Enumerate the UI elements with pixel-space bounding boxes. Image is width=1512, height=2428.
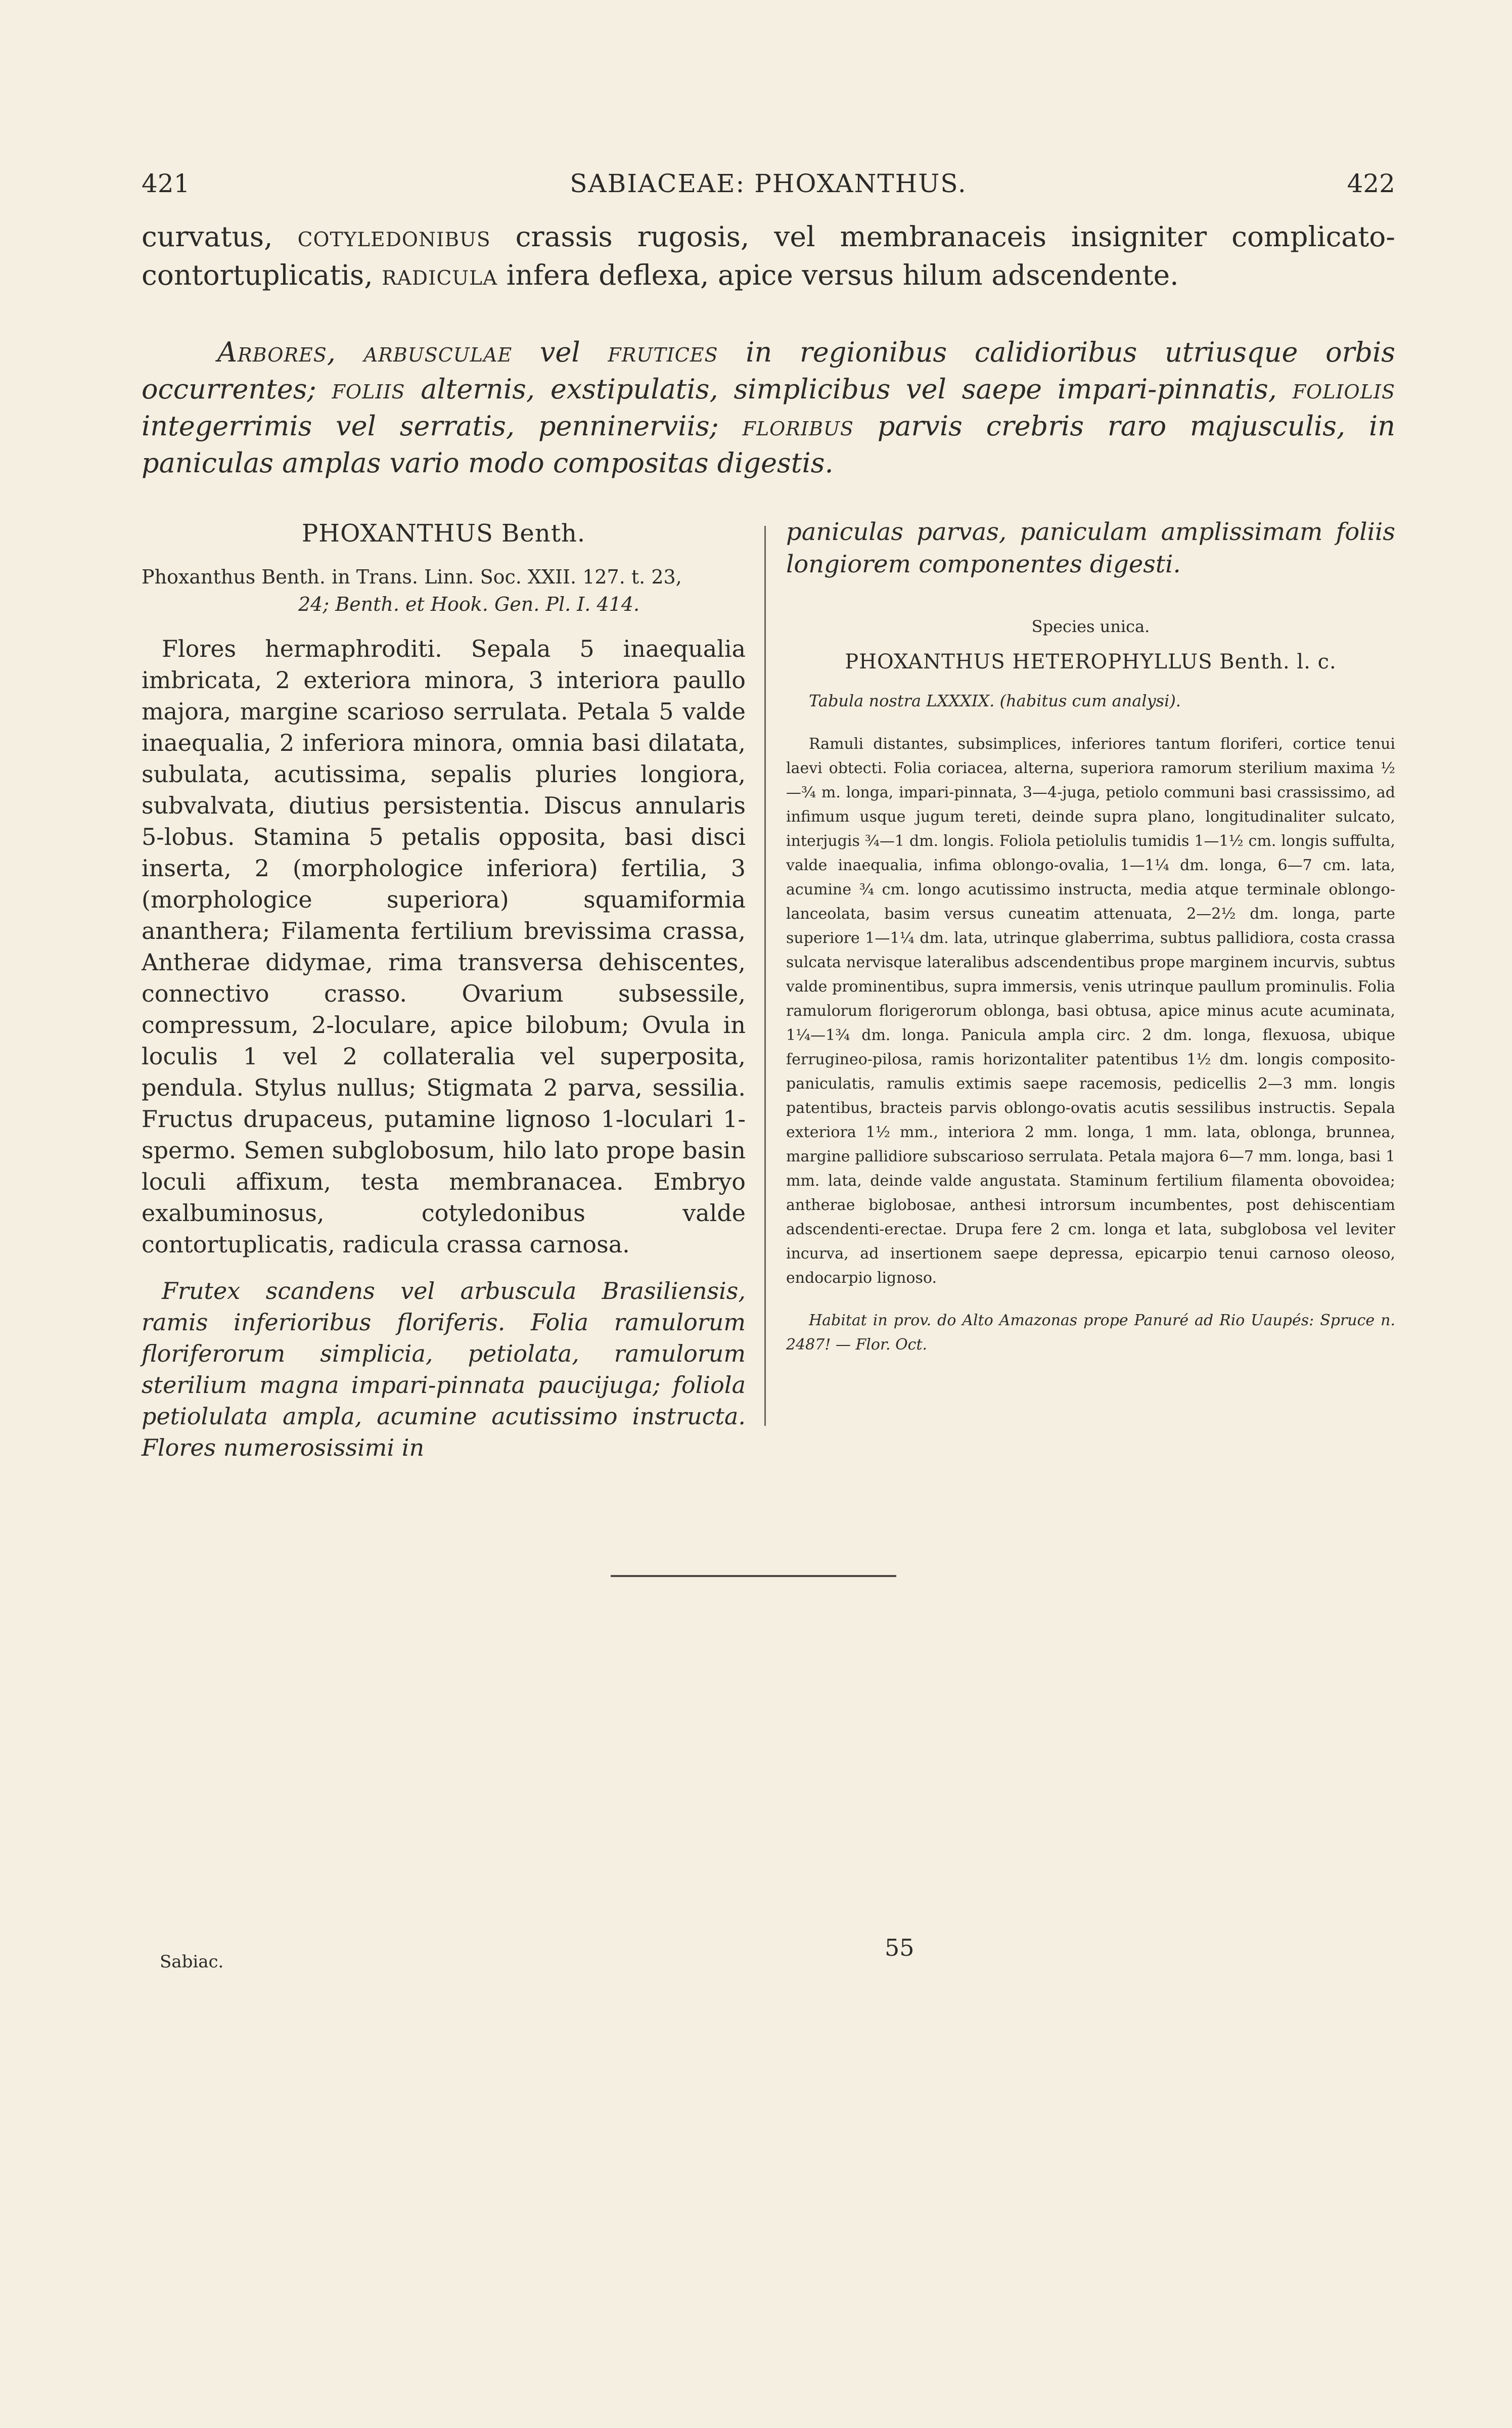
desc-arbusculae: arbusculae: [363, 336, 513, 368]
genus-characters: Flores hermaphroditi. Sepala 5 inaequalia imbricata, 2 exteriora minora, 3 interiora paullo majora, margine scarioso serrulata. Petala 5 valde inaequalia, 2 inferiora minora, omnia basi dilatata, subulata, acutissima, sepalis pluries longiora, subvalvata, diutius persistentia. Discus annularis 5-lobus. Stamina 5 petalis opposita, basi disci inserta, 2 (morphologice inferiora) fertilia, 3 (morphologice superiora) squamiformia ananthera; Filamenta fertilium brevissima crassa, Antherae didymae, rima transversa dehiscentes, connectivo crasso. Ovarium subsessile, compressum, 2-loculare, apice bilobum; Ovula in loculis 1 vel 2 collateralia vel superposita, pendula. Stylus nullus; Stigmata 2 parva, sessilia. Fructus drupaceus, putamine lignoso 1-loculari 1-spermo. Semen subglobosum, hilo lato prope basin loculi affixum, testa membranacea. Embryo exalbuminosus, cotyledonibus valde contortuplicatis, radicula crassa carnosa.: [142, 635, 746, 1258]
species-count-note: Species unica.: [1031, 617, 1150, 636]
habit-continuation: paniculas parvas, paniculam amplissimam foliis longiorem componentes digesti.: [786, 518, 1395, 578]
species-heading: PHOXANTHUS HETEROPHYLLUS Benth. l. c.: [845, 650, 1337, 673]
page-number-left: 421: [142, 169, 190, 198]
intro-text-1: crassis rugosis, vel membranaceis insigniter complicato-contortuplicatis,: [142, 220, 1395, 291]
species-description: Ramuli distantes, subsimplices, inferiores tantum floriferi, cortice tenui laevi obtecti. Folia coriacea, alterna, superiora ramorum sterilium maxima ½—¾ m. longa, impari-pinnata, 3—4-juga, petiolo communi basi crassissimo, ad infimum usque jugum tereti, deinde supra plano, longitudinaliter sulcato, interjugis ¾—1 dm. longis. Foliola petiolulis tumidis 1—1½ cm. longis suffulta, valde inaequalia, infima oblongo-ovalia, 1—1¼ dm. longa, 6—7 cm. lata, acumine ¾ cm. longo acutissimo instructa, media atque terminale oblongo-lanceolata, basim versus cuneatim attenuata, 2—2½ dm. longa, parte superiore 1—1¼ dm. lata, utrinque glaberrima, subtus pallidiora, costa crassa sulcata nervisque lateralibus adscendentibus prope marginem incurvis, subtus valde prominentibus, supra immersis, venis utrinque paullum prominulis. Folia ramulorum florigerorum oblonga, basi obtusa, apice minus acute acuminata, 1¼—1¾ dm. longa. Panicula ampla circ. 2 dm. longa, flexuosa, ubique ferrugineo-pilosa, ramis horizontaliter patentibus 1½ dm. longis composito-paniculatis, ramulis extimis saepe racemosis, pedicellis 2—3 mm. longis patentibus, bracteis parvis oblongo-ovatis acutis sessilibus instructis. Sepala exteriora 1½ mm., interiora 2 mm. longa, 1 mm. lata, oblonga, brunnea, margine pallidiore subscarioso serrulata. Petala majora 6—7 mm. longa, basi 1 mm. lata, deinde valde angustata. Staminum fertilium filamenta obovoidea; antherae biglobosae, anthesi introrsum incumbentes, post dehiscentiam adscendenti-erectae. Drupa fere 2 cm. longa et lata, subglobosa vel leviter incurva, ad insertionem saepe depressa, epicarpio tenui carnoso oleoso, endocarpio lignoso.: [786, 735, 1395, 1287]
desc-arbores: Arbores,: [217, 336, 336, 368]
desc-foliolis: foliolis: [1292, 373, 1395, 405]
left-column: [142, 516, 746, 1487]
plate-reference: Tabula nostra LXXXIX. (habitus cum analysi).: [809, 691, 1181, 710]
genus-heading: PHOXANTHUS Benth.: [301, 519, 586, 548]
column-divider: [764, 526, 766, 1426]
desc-vel: vel: [512, 336, 608, 368]
reference-line-1: Phoxanthus Benth. in Trans. Linn. Soc. XXII. 127. t. 23,: [142, 566, 682, 588]
intro-cotyledonibus: cotyledonibus: [297, 220, 491, 253]
desc-text-3: integerrimis vel serratis, penninerviis;: [142, 410, 743, 442]
desc-foliis: foliis: [332, 373, 405, 405]
desc-text-4: parvis crebris raro majusculis, in paniculas amplas vario modo compositas digestis.: [142, 410, 1395, 479]
right-column: [786, 516, 1395, 1372]
reference-line-2: 24; Benth. et Hook. Gen. Pl. I. 414.: [298, 593, 640, 615]
desc-frutices: frutices: [608, 336, 718, 368]
running-title: SABIACEAE: PHOXANTHUS.: [570, 169, 967, 198]
genus-habit: Frutex scandens vel arbuscula Brasiliensis, ramis inferioribus floriferis. Folia ramulorum floriferorum simplicia, petiolata, ramulorum sterilium magna impari-pinnata paucijuga; foliola petiolulata ampla, acumine acutissimo instructa. Flores numerosissimi in: [142, 1277, 746, 1461]
section-end-rule: [611, 1575, 896, 1577]
intro-radicula: radicula: [382, 259, 498, 291]
intro-paragraph: curvatus, cotyledonibus crassis rugosis, vel membranaceis insigniter complicato-contortuplicatis, radicula infera deflexa, apice versus hilum adscendente.: [142, 220, 1395, 291]
page-number-right: 422: [1347, 169, 1395, 198]
intro-word: curvatus: [142, 220, 264, 253]
intro-text-2: infera deflexa, apice versus hilum adscendente.: [497, 259, 1179, 291]
habitat-note: Habitat in prov. do Alto Amazonas prope Panuré ad Rio Uaupés: Spruce n. 2487! — Flor. Oct.: [786, 1312, 1395, 1354]
family-description: [142, 334, 1395, 481]
desc-text-1: in regionibus calidioribus utriusque orbis occurrentes;: [142, 336, 1395, 405]
signature-mark: Sabiac.: [160, 1952, 224, 1972]
desc-text-2: alternis, exstipulatis, simplicibus vel saepe impari-pinnatis,: [405, 373, 1293, 405]
desc-floribus: floribus: [742, 410, 854, 442]
genus-reference: [142, 563, 746, 618]
sheet-number: 55: [885, 1934, 914, 1961]
page-header: [142, 168, 1395, 199]
